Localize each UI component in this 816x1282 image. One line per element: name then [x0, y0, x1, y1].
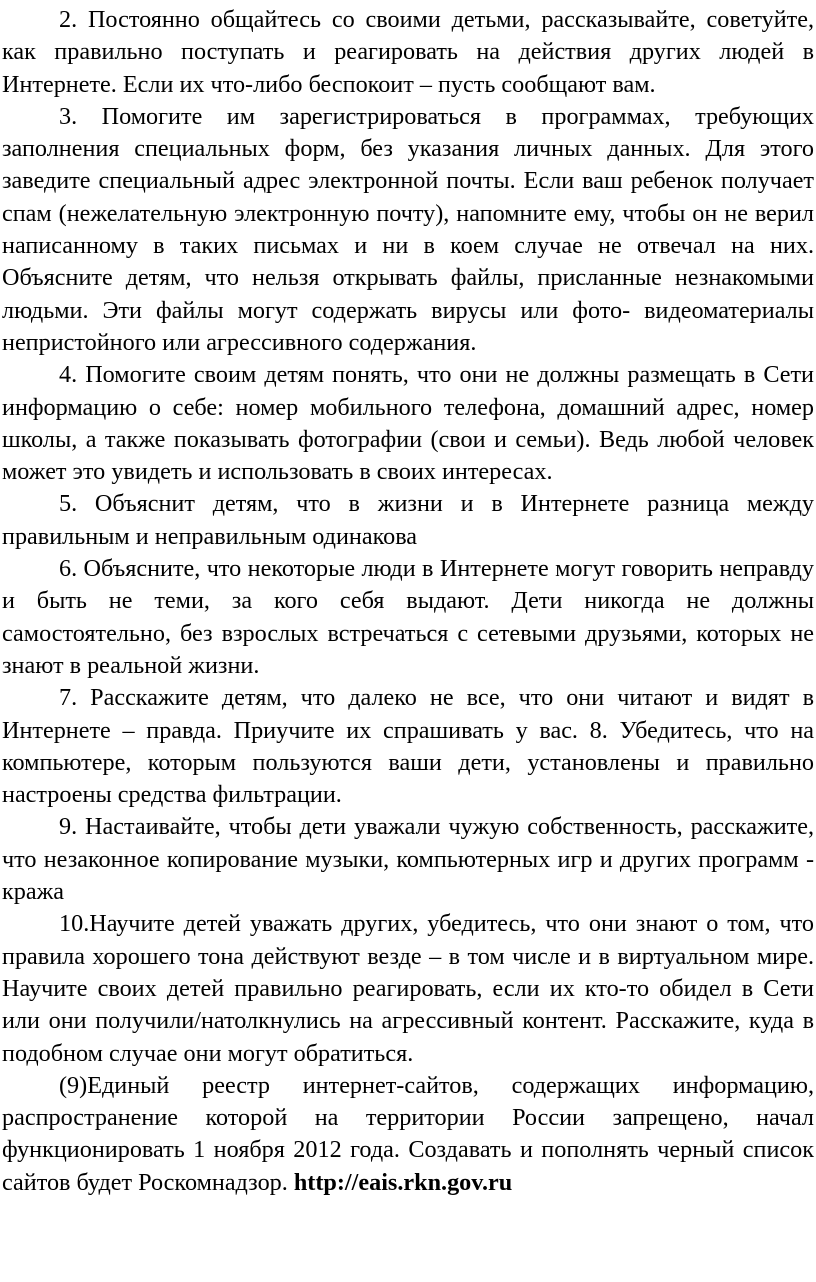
paragraph-3: 3. Помогите им зарегистрироваться в программах, требующих заполнения специальных форм, без указания личных данных. Для этого заведите специальный адрес электронной почты. Если ваш ребенок получает спам (нежелательную электронную почту), напомните ему, чтобы он не верил написанному в таких письмах и ни в коем случае не отвечал на них. Объясните детям, что нельзя открывать файлы, присланные незнакомыми людьми. Эти файлы могут содержать вирусы или фото- видеоматериалы непристойного или агрессивного содержания.: [2, 102, 814, 356]
paragraph-5: 5. Объяснит детям, что в жизни и в Интернете разница между правильным и неправильным одинакова: [2, 490, 814, 550]
paragraph-registry: [2, 1070, 814, 1199]
paragraph-2: 2. Постоянно общайтесь со своими детьми, рассказывайте, советуйте, как правильно поступать и реагировать на действия других людей в Интернете. Если их что-либо беспокоит – пусть сообщают вам.: [2, 6, 814, 98]
registry-text: (9)Единый реестр интернет-сайтов, содержащих информацию, распространение которой на территории России запрещено, начал функционировать 1 ноября 2012 года. Создавать и пополнять черный список сайтов будет Роскомнадзор.: [2, 1071, 814, 1196]
paragraph-10: 10.Научите детей уважать других, убедитесь, что они знают о том, что правила хорошего тона действуют везде – в том числе и в виртуальном мире. Научите своих детей правильно реагировать, если их кто-то обидел в Сети или они получили/натолкнулись на агрессивный контент. Расскажите, куда в подобном случае они могут обратиться.: [2, 910, 814, 1067]
paragraph-9: 9. Настаивайте, чтобы дети уважали чужую собственность, расскажите, что незаконное копирование музыки, компьютерных игр и других программ - кража: [2, 813, 814, 906]
paragraph-7-8: 7. Расскажите детям, что далеко не все, что они читают и видят в Интернете – правда. Приучите их спрашивать у вас. 8. Убедитесь, что на компьютере, которым пользуются ваши дети, установлены и правильно настроены средства фильтрации.: [2, 684, 814, 809]
paragraph-4: 4. Помогите своим детям понять, что они не должны размещать в Сети информацию о себе: номер мобильного телефона, домашний адрес, номер школы, а также показывать фотографии (свои и семьи). Ведь любой человек может это увидеть и использовать в своих интересах.: [2, 361, 814, 486]
registry-link[interactable]: http://eais.rkn.gov.ru: [293, 1168, 513, 1196]
paragraph-6: 6. Объясните, что некоторые люди в Интернете могут говорить неправду и быть не теми, за кого себя выдают. Дети никогда не должны самостоятельно, без взрослых встречаться с сетевыми друзьями, которых не знают в реальной жизни.: [2, 555, 814, 679]
